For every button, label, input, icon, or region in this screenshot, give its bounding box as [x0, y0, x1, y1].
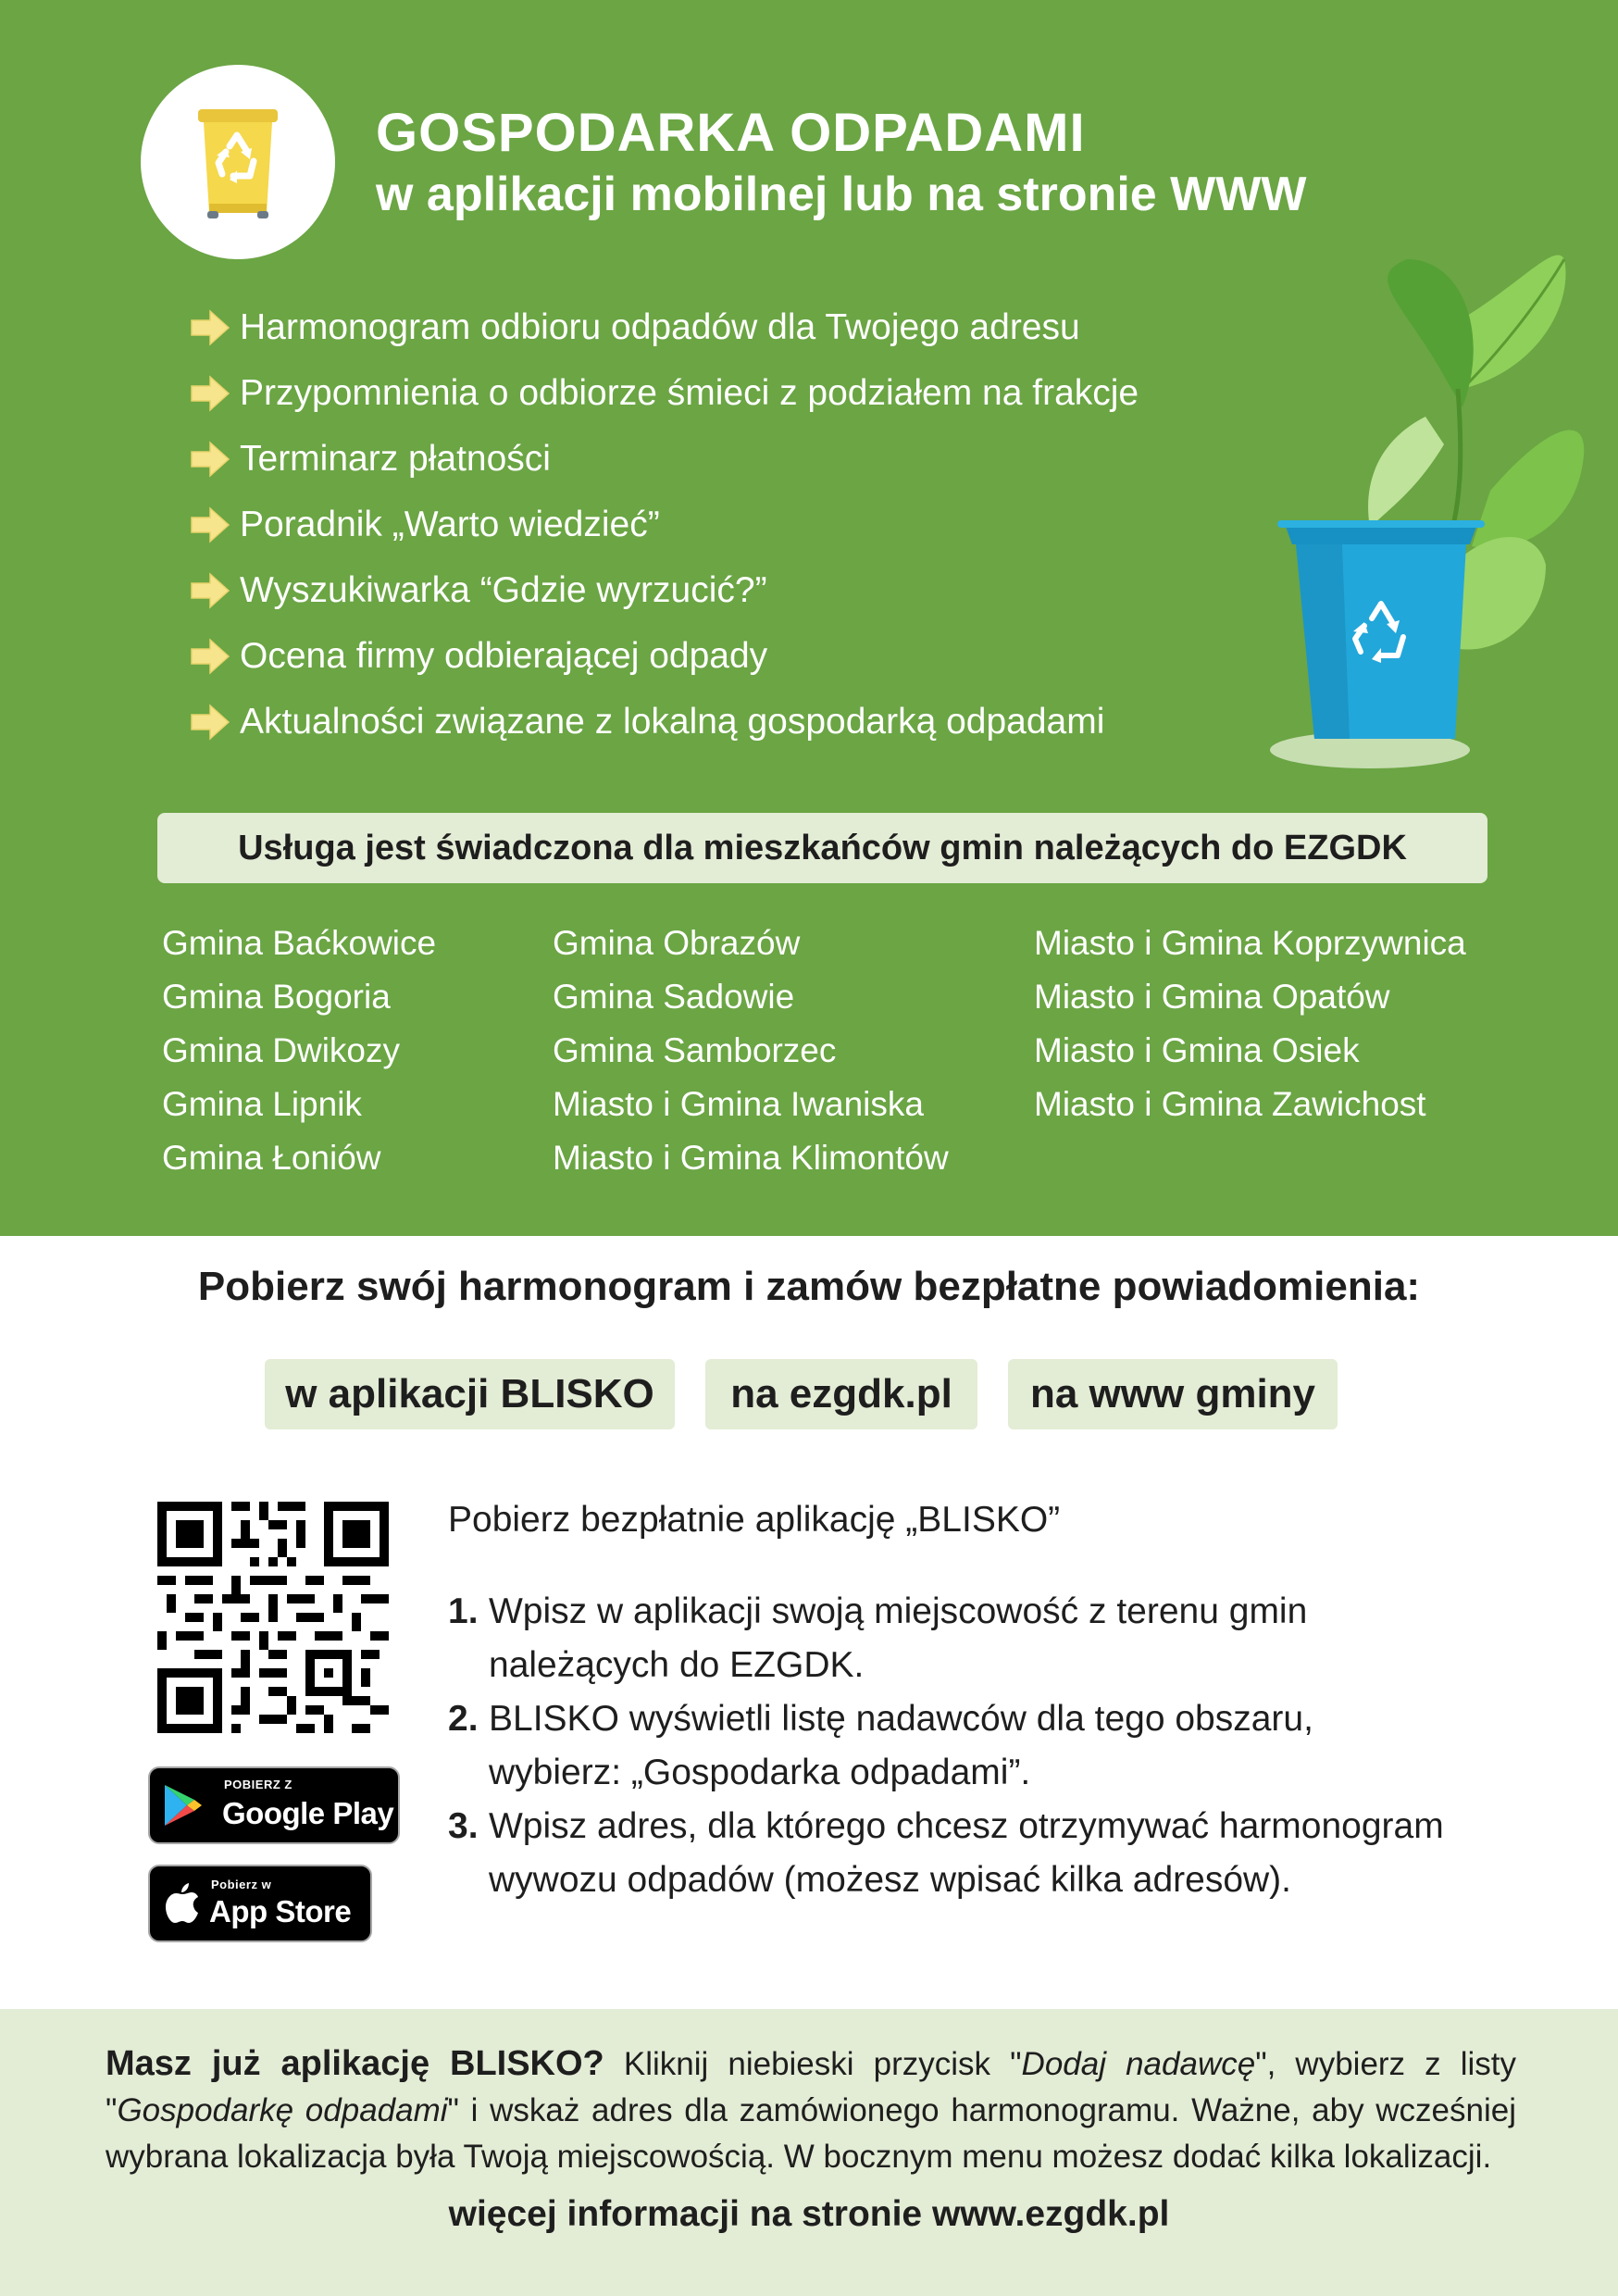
feature-item — [190, 689, 1139, 755]
municipality-item: Miasto i Gmina Osiek — [1034, 1031, 1360, 1069]
feature-label: Przypomnienia o odbiorze śmieci z podziałem na frakcje — [240, 372, 1139, 413]
arrow-right-icon — [190, 572, 230, 609]
info-text: Kliknij niebieski przycisk " — [604, 2046, 1022, 2082]
google-play-icon — [163, 1783, 204, 1828]
municipality-item: Gmina Łoniów — [162, 1139, 381, 1177]
municipality-item: Miasto i Gmina Koprzywnica — [1034, 924, 1466, 962]
feature-label: Poradnik „Warto wiedzieć” — [240, 504, 660, 544]
info-italic: Gospodarkę odpadami — [117, 2092, 448, 2128]
step-line: Wpisz adres, dla którego chcesz otrzymywać harmonogram — [489, 1806, 1444, 1846]
apple-icon — [165, 1881, 200, 1924]
instruction-step — [448, 1585, 1444, 1692]
arrow-right-icon — [190, 638, 230, 675]
service-notice: Usługa jest świadczona dla mieszkańców gmin należących do EZGDK — [157, 813, 1487, 883]
step-number: 1. — [448, 1591, 479, 1631]
instruction-step — [448, 1692, 1444, 1800]
municipality-item: Gmina Sadowie — [553, 978, 795, 1016]
apple-badge-caption: Pobierz w — [211, 1878, 272, 1891]
step-line: Wpisz w aplikacji swoją miejscowość z terenu gmin — [489, 1591, 1308, 1631]
option-municipality-site[interactable]: na www gminy — [1008, 1359, 1338, 1429]
municipality-item: Gmina Bogoria — [162, 978, 391, 1016]
download-heading: Pobierz swój harmonogram i zamów bezpłatne powiadomienia: — [197, 1264, 1421, 1309]
page-subtitle: w aplikacji mobilnej lub na stronie WWW — [376, 168, 1307, 221]
municipality-item: Gmina Obrazów — [553, 924, 801, 962]
more-info-link[interactable]: więcej informacji na stronie www.ezgdk.pl — [448, 2194, 1170, 2234]
instructions-steps — [448, 1585, 1444, 1907]
feature-item — [190, 426, 1139, 492]
step-line: wywozu odpadów (możesz wpisać kilka adresów). — [489, 1860, 1292, 1900]
feature-list — [190, 294, 1139, 755]
app-store-badge[interactable] — [148, 1865, 372, 1942]
info-lead: Masz już aplikację BLISKO? — [106, 2044, 604, 2083]
feature-label: Ocena firmy odbierającej odpady — [240, 635, 768, 676]
apple-badge-label: App Store — [209, 1894, 352, 1928]
municipality-column-3 — [1034, 917, 1466, 1131]
qr-code[interactable] — [157, 1502, 389, 1733]
step-line: należących do EZGDK. — [489, 1645, 865, 1685]
info-italic: Dodaj nadawcę — [1021, 2046, 1256, 2082]
info-text: " i wskaż adres dla zamówionego harmonogramu. Ważne, aby wcześniej wybrana lokalizacja była Twoją miejscowością. W bocznym menu możesz dodać kilka lokalizacji. — [106, 2092, 1516, 2175]
arrow-right-icon — [190, 441, 230, 478]
google-badge-caption: POBIERZ Z — [224, 1778, 292, 1791]
feature-item — [190, 360, 1139, 426]
page-title: GOSPODARKA ODPADAMI — [376, 103, 1086, 163]
municipality-item: Miasto i Gmina Zawichost — [1034, 1085, 1426, 1123]
municipality-item: Miasto i Gmina Opatów — [1034, 978, 1390, 1016]
municipality-item: Gmina Baćkowice — [162, 924, 437, 962]
info-text: ", wybierz z listy " — [106, 2046, 1517, 2128]
step-line: wybierz: „Gospodarka odpadami”. — [489, 1753, 1031, 1792]
feature-label: Aktualności związane z lokalną gospodarką odpadami — [240, 701, 1105, 742]
google-play-badge[interactable] — [148, 1766, 400, 1844]
download-options — [0, 1359, 1618, 1429]
feature-label: Wyszukiwarka “Gdzie wyrzucić?” — [240, 569, 767, 610]
arrow-right-icon — [190, 506, 230, 543]
arrow-right-icon — [190, 375, 230, 412]
option-blisko-app[interactable]: w aplikacji BLISKO — [265, 1359, 675, 1429]
feature-label: Terminarz płatności — [240, 438, 551, 479]
municipality-column-2 — [553, 917, 949, 1185]
step-number: 2. — [448, 1699, 479, 1739]
step-line: BLISKO wyświetli listę nadawców dla tego obszaru, — [489, 1699, 1313, 1739]
feature-item — [190, 492, 1139, 557]
instruction-step — [448, 1800, 1444, 1907]
recycle-bin-icon — [141, 65, 335, 259]
municipality-item: Gmina Samborzec — [553, 1031, 837, 1069]
blue-bin-plant-illustration — [1240, 250, 1592, 787]
municipality-item: Gmina Dwikozy — [162, 1031, 400, 1069]
instructions-intro: Pobierz bezpłatnie aplikację „BLISKO” — [448, 1500, 1061, 1540]
option-ezgdk-site[interactable]: na ezgdk.pl — [705, 1359, 977, 1429]
google-badge-label: Google Play — [222, 1796, 394, 1830]
municipality-column-1 — [162, 917, 436, 1185]
arrow-right-icon — [190, 704, 230, 741]
step-number: 3. — [448, 1806, 479, 1846]
existing-user-info — [106, 2040, 1516, 2180]
arrow-right-icon — [190, 309, 230, 346]
feature-item — [190, 294, 1139, 360]
municipality-item: Gmina Lipnik — [162, 1085, 362, 1123]
feature-item — [190, 623, 1139, 689]
feature-label: Harmonogram odbioru odpadów dla Twojego adresu — [240, 306, 1080, 347]
municipality-item: Miasto i Gmina Iwaniska — [553, 1085, 924, 1123]
feature-item — [190, 557, 1139, 623]
municipality-item: Miasto i Gmina Klimontów — [553, 1139, 949, 1177]
